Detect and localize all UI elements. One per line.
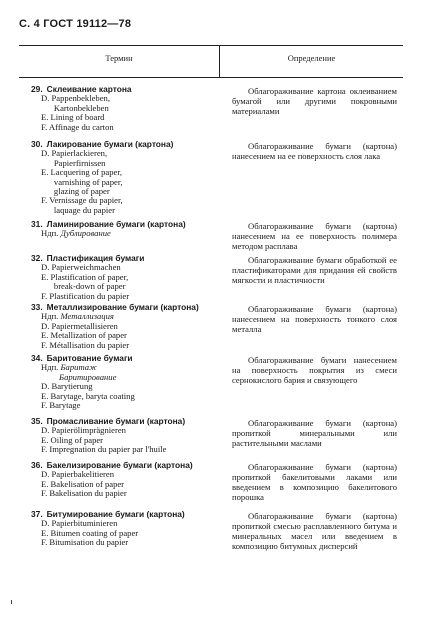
translation-line: F. Affinage du carton [41, 121, 114, 132]
translation-line: D. Pappenbekleben, [41, 93, 110, 104]
term-cell [31, 140, 216, 215]
table-top-rule [19, 45, 403, 46]
translation-line: F. Bakelisation du papier [41, 488, 127, 499]
non-recommended-term: Ндп. Металлизация [41, 311, 114, 322]
translation-line: F. Métallisation du papier [41, 339, 130, 350]
translation-line: D. Papierbituminieren [41, 518, 118, 529]
term-title: 33. Металлизирование бумаги (картона) [31, 302, 199, 312]
term-title: 36. Бакелизирование бумаги (картона) [31, 460, 193, 470]
translation-line: F. Plastification du papier [41, 290, 130, 301]
term-cell [31, 461, 216, 499]
translation-line: laquage du papier [41, 204, 115, 215]
translation-line: break-down of paper [41, 281, 126, 292]
translation-line: E. Oiling of paper [41, 434, 104, 445]
translation-line: D. Papiermetallisieren [41, 320, 118, 331]
term-title: 30. Лакирование бумаги (картона) [31, 139, 174, 149]
term-title: 31. Ламинирование бумаги (картона) [31, 219, 186, 229]
translation-line: D. Papierölimprägnieren [41, 425, 126, 436]
term-cell [31, 417, 216, 455]
translation-line: E. Bitumen coating of paper [41, 527, 139, 538]
column-header-term: Термин [105, 53, 133, 63]
definition-cell: Облагораживание бумаги нанесением на поверхность покрытия из смеси сернокислого бария и связующего [232, 355, 397, 385]
translation-line: D. Barytierung [41, 381, 93, 392]
definition-cell: Облагораживание бумаги (картона) нанесением на ее поверхность полимера методом расплава [232, 221, 397, 251]
term-title: 34. Баритование бумаги [31, 353, 133, 363]
translation-line: varnishing of paper, [41, 176, 123, 187]
term-cell [31, 220, 216, 239]
translation-line: D. Papierlackieren, [41, 148, 108, 159]
page-edge-mark [11, 600, 12, 604]
translation-line: E. Lining of board [41, 112, 105, 123]
term-cell [31, 303, 216, 350]
non-recommended-term: Ндп. Баритаж [41, 362, 98, 373]
term-cell [31, 510, 216, 548]
translation-line: glazing of paper [41, 186, 110, 197]
definition-cell: Облагораживание бумаги обработкой ее пластификаторами для придания ей свойств мягкости и пластичности [232, 255, 397, 285]
translation-line: F. Vernissage du papier, [41, 195, 123, 206]
definition-cell: Облагораживание бумаги (картона) пропиткой минеральными или растительными маслами [232, 418, 397, 448]
translation-line: E. Plastification of paper, [41, 271, 129, 282]
translation-line: F. Bitumisation du papier [41, 537, 129, 548]
term-title: 32. Пластификация бумаги [31, 253, 145, 263]
definition-cell: Облагораживание бумаги (картона) нанесением на ее поверхность слоя лака [232, 141, 397, 161]
definition-cell: Облагораживание картона оклеиванием бумагой или другими покровными материалами [232, 86, 397, 116]
translation-line: D. Papierbakelitieren [41, 469, 115, 480]
term-title: 35. Промасливание бумаги (картона) [31, 416, 186, 426]
term-cell [31, 354, 216, 410]
translation-line: D. Papierweichmachen [41, 262, 121, 273]
translation-line: E. Metallization of paper [41, 330, 127, 341]
column-header-definition: Определение [287, 53, 336, 63]
page-header: С. 4 ГОСТ 19112—78 [19, 18, 132, 30]
definition-cell: Облагораживание бумаги (картона) пропиткой бакелитовыми лаками или введением в композицию бакелитового порошка [232, 462, 397, 502]
translation-line: E. Barytage, baryta coating [41, 390, 135, 401]
term-cell [31, 85, 216, 132]
definition-cell: Облагораживание бумаги (картона) пропиткой смесью расплавленного битума и минеральных масел или введением в композицию битумных дисперсий [232, 511, 397, 551]
non-recommended-term: Баритирование [59, 371, 117, 382]
translation-line: E. Bakelisation of paper [41, 478, 125, 489]
term-title: 29. Склеивание картона [31, 84, 132, 94]
term-title: 37. Битумирование бумаги (картона) [31, 509, 185, 519]
translation-line: Papierfirnissen [41, 157, 106, 168]
translation-line: F. Impregnation du papier par l'huile [41, 444, 167, 455]
translation-line: E. Lacquering of paper, [41, 167, 123, 178]
terms-table [19, 45, 403, 615]
definition-cell: Облагораживание бумаги (картона) нанесением на поверхность тонкого слоя металла [232, 304, 397, 334]
non-recommended-term: Ндп. Дублирование [41, 228, 111, 239]
translation-line: F. Barytage [41, 400, 81, 411]
translation-line: Kartonbekleben [41, 102, 109, 113]
term-cell [31, 254, 216, 301]
table-header-rule [19, 77, 403, 78]
